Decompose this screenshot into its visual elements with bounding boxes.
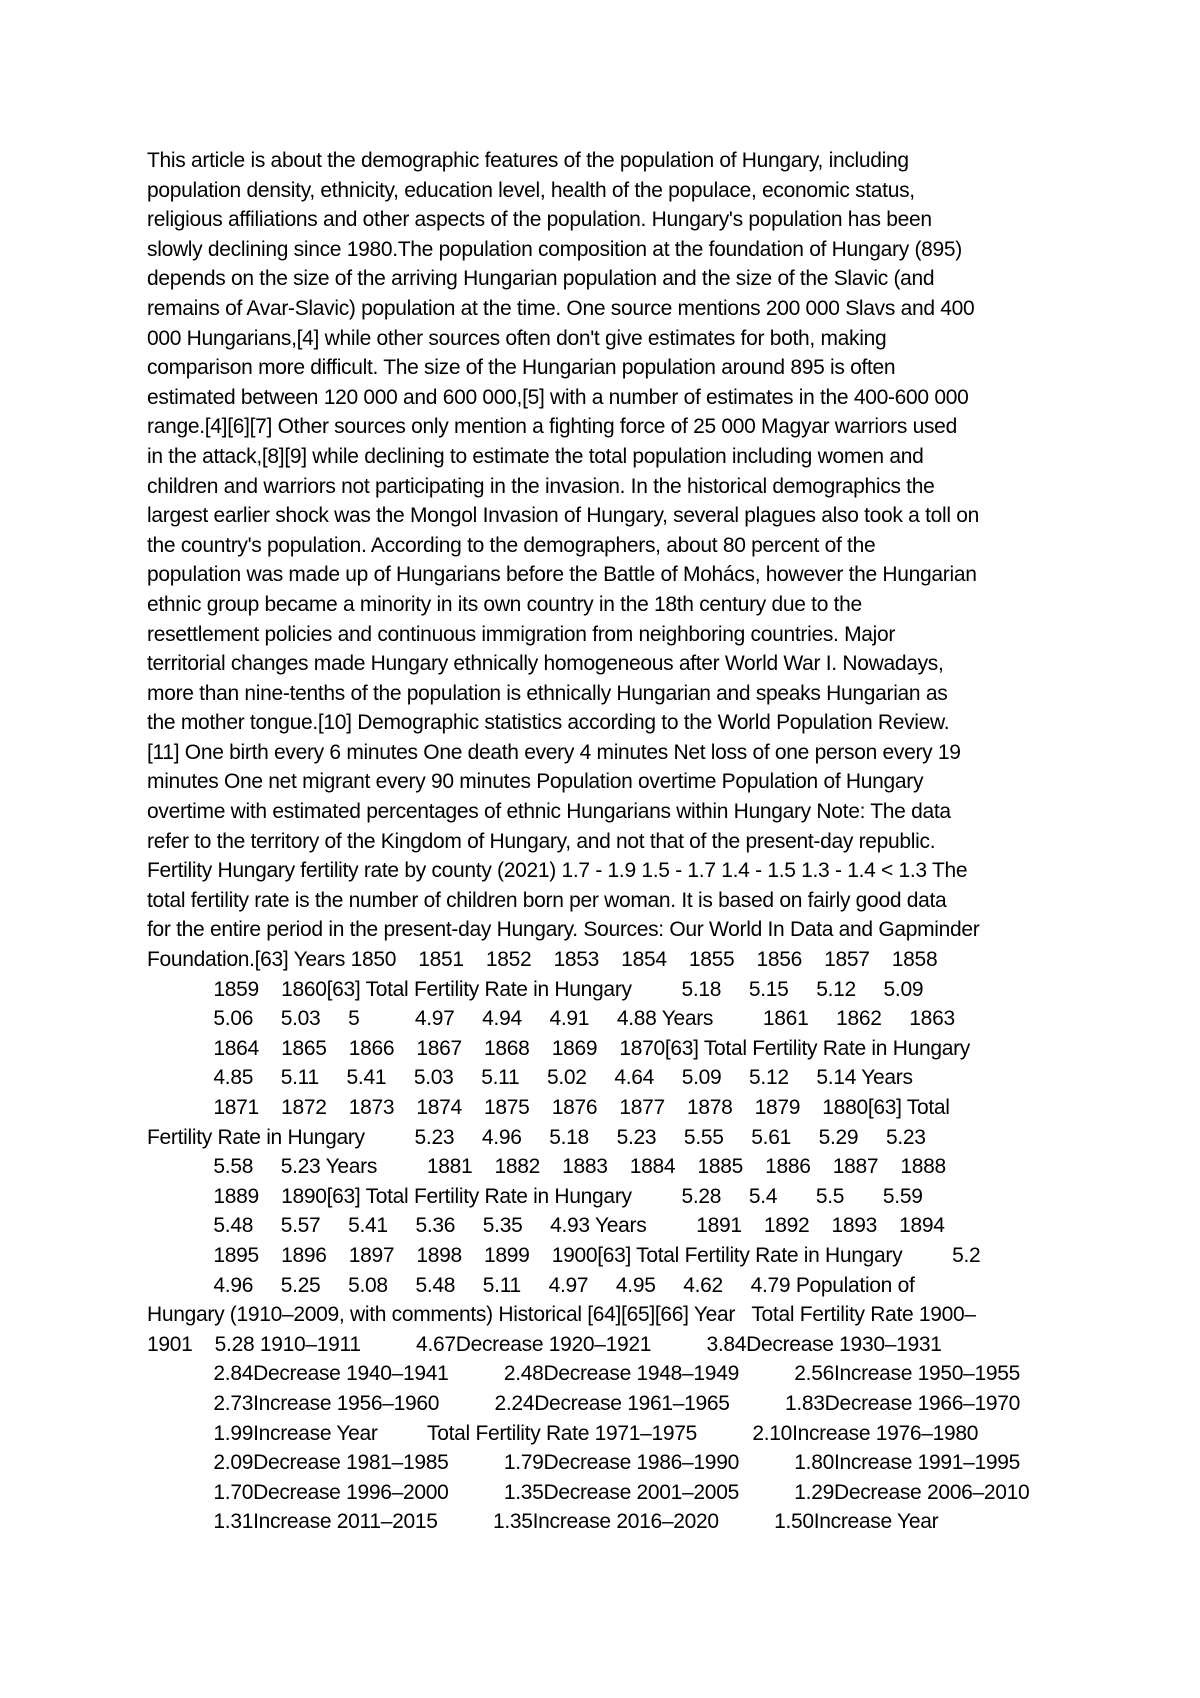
- text-line: Foundation.[63] Years 1850 1851 1852 1853 1854 1855 1856 1857 1858: [147, 948, 938, 972]
- text-line: comparison more difficult. The size of the Hungarian population around 895 is often: [147, 356, 896, 380]
- text-line: ethnic group became a minority in its own country in the 18th century due to the: [147, 592, 862, 616]
- text-line: remains of Avar-Slavic) population at the time. One source mentions 200 000 Slavs and 400: [147, 296, 975, 320]
- text-line: population was made up of Hungarians before the Battle of Mohács, however the Hungarian: [147, 563, 977, 587]
- text-line: 4.85 5.11 5.41 5.03 5.11 5.02 4.64 5.09 5.12 5.14 Years: [147, 1066, 913, 1090]
- text-line: 1895 1896 1897 1898 1899 1900[63] Total Fertility Rate in Hungary 5.2: [147, 1243, 981, 1267]
- text-line: 5.58 5.23 Years 1881 1882 1883 1884 1885 1886 1887 1888: [147, 1155, 946, 1179]
- text-line: [11] One birth every 6 minutes One death every 4 minutes Net loss of one person every 19: [147, 740, 961, 764]
- text-line: children and warriors not participating in the invasion. In the historical demographics the: [147, 474, 935, 498]
- text-line: Hungary (1910–2009, with comments) Historical [64][65][66] Year Total Fertility Rate 1900–: [147, 1303, 976, 1327]
- text-line: 2.84Decrease 1940–1941 2.48Decrease 1948–1949 2.56Increase 1950–1955: [147, 1362, 1021, 1386]
- text-line: 1859 1860[63] Total Fertility Rate in Hungary 5.18 5.15 5.12 5.09: [147, 977, 924, 1001]
- document-body: [147, 146, 1067, 1537]
- text-line: refer to the territory of the Kingdom of Hungary, and not that of the present-day republic.: [147, 829, 936, 853]
- text-line: 1871 1872 1873 1874 1875 1876 1877 1878 1879 1880[63] Total: [147, 1096, 950, 1119]
- text-line: 1889 1890[63] Total Fertility Rate in Hungary 5.28 5.4 5.5 5.59: [147, 1184, 923, 1208]
- text-line: for the entire period in the present-day Hungary. Sources: Our World In Data and Gapminder: [147, 918, 980, 942]
- text-line: largest earlier shock was the Mongol Invasion of Hungary, several plagues also took a toll on: [147, 504, 980, 528]
- text-line: in the attack,[8][9] while declining to estimate the total population including women and: [147, 444, 924, 468]
- text-line: 1.70Decrease 1996–2000 1.35Decrease 2001–2005 1.29Decrease 2006–2010: [147, 1480, 1030, 1504]
- text-line: 5.48 5.57 5.41 5.36 5.35 4.93 Years 1891 1892 1893 1894: [147, 1214, 945, 1238]
- text-line: more than nine-tenths of the population is ethnically Hungarian and speaks Hungarian as: [147, 681, 948, 705]
- text-line: 2.73Increase 1956–1960 2.24Decrease 1961–1965 1.83Decrease 1966–1970: [147, 1391, 1021, 1415]
- text-line: 1901 5.28 1910–1911 4.67Decrease 1920–1921 3.84Decrease 1930–1931: [147, 1332, 942, 1356]
- text-line: 1864 1865 1866 1867 1868 1869 1870[63] Total Fertility Rate in Hungary: [147, 1036, 970, 1060]
- text-line: slowly declining since 1980.The population composition at the foundation of Hungary (895): [147, 237, 962, 261]
- text-line: minutes One net migrant every 90 minutes Population overtime Population of Hungary: [147, 770, 924, 794]
- text-line: overtime with estimated percentages of ethnic Hungarians within Hungary Note: The data: [147, 800, 951, 824]
- article-text: [147, 146, 1067, 1537]
- text-line: 4.96 5.25 5.08 5.48 5.11 4.97 4.95 4.62 4.79 Population of: [147, 1273, 915, 1297]
- text-line: religious affiliations and other aspects of the population. Hungary's population has been: [147, 208, 932, 232]
- text-line: total fertility rate is the number of children born per woman. It is based on fairly good data: [147, 888, 947, 912]
- text-line: range.[4][6][7] Other sources only mention a fighting force of 25 000 Magyar warriors used: [147, 415, 957, 439]
- text-line: 000 Hungarians,[4] while other sources often don't give estimates for both, making: [147, 326, 887, 350]
- text-line: 2.09Decrease 1981–1985 1.79Decrease 1986–1990 1.80Increase 1991–1995: [147, 1451, 1021, 1475]
- text-line: 5.06 5.03 5 4.97 4.94 4.91 4.88 Years 1861 1862 1863: [147, 1007, 955, 1031]
- text-line: territorial changes made Hungary ethnically homogeneous after World War I. Nowadays,: [147, 652, 944, 676]
- text-line: resettlement policies and continuous immigration from neighboring countries. Major: [147, 622, 896, 646]
- text-line: This article is about the demographic features of the population of Hungary, including: [147, 149, 909, 172]
- text-line: the country's population. According to the demographers, about 80 percent of the: [147, 533, 876, 557]
- text-line: the mother tongue.[10] Demographic statistics according to the World Population Review.: [147, 711, 950, 735]
- text-line: 1.31Increase 2011–2015 1.35Increase 2016–2020 1.50Increase Year: [147, 1510, 939, 1534]
- text-line: 1.99Increase Year Total Fertility Rate 1971–1975 2.10Increase 1976–1980: [147, 1421, 979, 1445]
- text-line: Fertility Rate in Hungary 5.23 4.96 5.18 5.23 5.55 5.61 5.29 5.23: [147, 1125, 926, 1149]
- text-line: Fertility Hungary fertility rate by county (2021) 1.7 - 1.9 1.5 - 1.7 1.4 - 1.5 1.3 - 1.4 < 1.3 The: [147, 859, 968, 883]
- text-line: depends on the size of the arriving Hungarian population and the size of the Slavic (and: [147, 267, 935, 291]
- text-line: population density, ethnicity, education level, health of the populace, economic status,: [147, 178, 915, 202]
- text-line: estimated between 120 000 and 600 000,[5] with a number of estimates in the 400-600 000: [147, 385, 969, 409]
